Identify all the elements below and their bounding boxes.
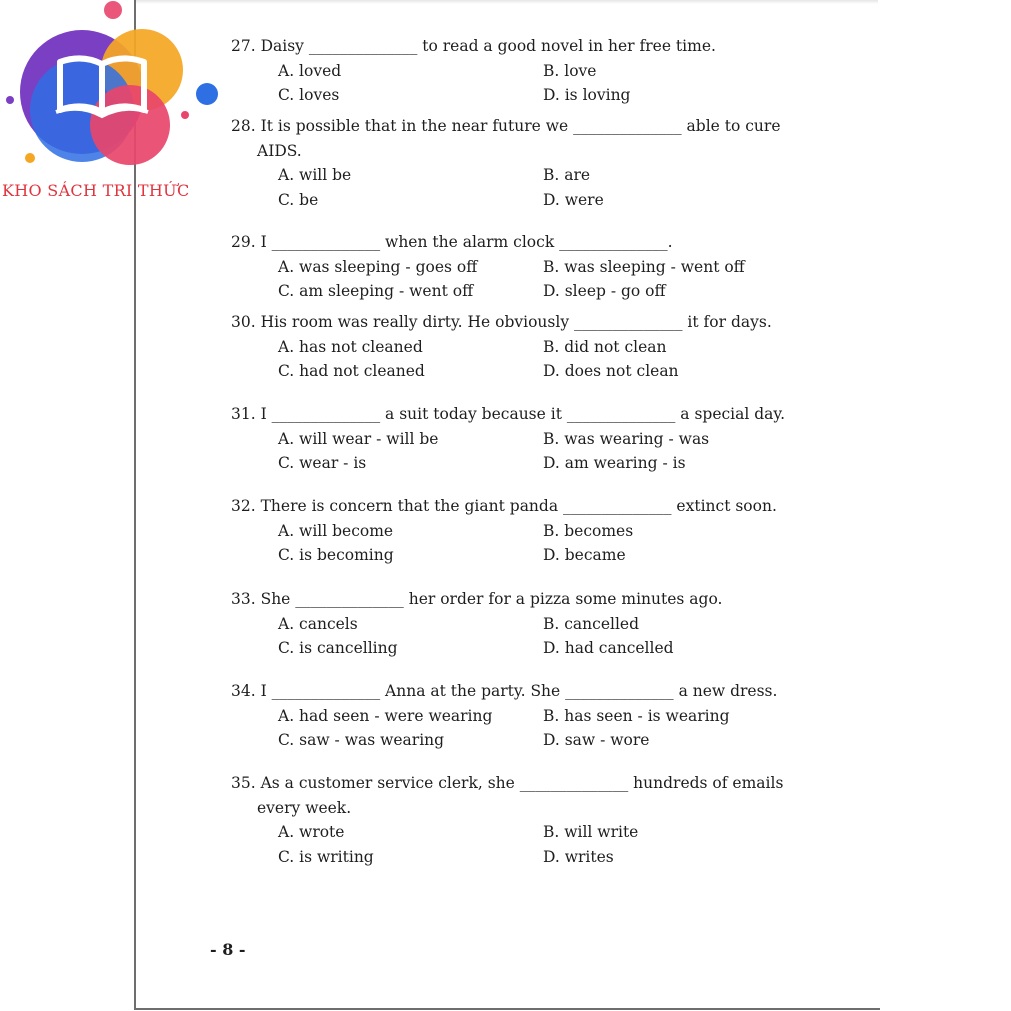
- option-b: B. will write: [543, 823, 639, 841]
- brand-logo: [0, 0, 230, 215]
- option-c: C. wear - is: [278, 454, 367, 472]
- options: [231, 163, 831, 212]
- option-b: B. did not clean: [543, 337, 667, 356]
- question-33: [231, 587, 831, 661]
- option-d: D. became: [543, 546, 626, 564]
- option-d: D. writes: [543, 847, 614, 866]
- option-b: B. becomes: [543, 521, 634, 540]
- option-c: C. saw - was wearing: [278, 731, 445, 749]
- question-29: [231, 230, 831, 304]
- options: [231, 427, 831, 476]
- option-d: D. am wearing - is: [543, 454, 686, 472]
- question-stem: 33. She ______________ her order for a pizza some minutes ago.: [231, 590, 723, 608]
- option-c: C. be: [278, 190, 319, 209]
- option-a: A. cancels: [278, 614, 358, 633]
- question-27: [231, 34, 831, 108]
- option-b: B. cancelled: [543, 614, 640, 633]
- question-stem: 35. As a customer service clerk, she ______________ hundreds of emails: [231, 774, 784, 792]
- option-c: C. is cancelling: [278, 639, 398, 657]
- question-stem: 29. I ______________ when the alarm clock ______________.: [231, 233, 673, 251]
- option-b: B. was wearing - was: [543, 429, 710, 448]
- option-c: C. had not cleaned: [278, 362, 425, 380]
- options: [231, 255, 831, 304]
- option-a: A. will wear - will be: [278, 429, 439, 448]
- question-28: [231, 114, 831, 212]
- options: [231, 59, 831, 108]
- page-number: - 8 -: [210, 940, 246, 959]
- options: [231, 704, 831, 753]
- option-d: D. sleep - go off: [543, 282, 666, 300]
- question-32: [231, 494, 831, 568]
- options: [231, 335, 831, 384]
- option-b: B. love: [543, 61, 597, 80]
- option-b: B. was sleeping - went off: [543, 257, 745, 276]
- option-b: B. has seen - is wearing: [543, 706, 730, 725]
- option-d: D. is loving: [543, 86, 631, 104]
- question-34: [231, 679, 831, 753]
- question-stem: 30. His room was really dirty. He obviously ______________ it for days.: [231, 313, 772, 331]
- question-30: [231, 310, 831, 384]
- question-stem: 28. It is possible that in the near future we ______________ able to cure: [231, 117, 781, 135]
- option-c: C. loves: [278, 86, 340, 104]
- option-a: A. had seen - were wearing: [278, 706, 493, 725]
- question-stem-continued: AIDS.: [257, 141, 302, 160]
- open-book-logo-icon: [0, 0, 230, 180]
- option-a: A. will be: [278, 166, 352, 184]
- options: [231, 820, 831, 869]
- options: [231, 612, 831, 661]
- question-31: [231, 402, 831, 476]
- option-c: C. am sleeping - went off: [278, 282, 474, 300]
- option-d: D. were: [543, 190, 604, 209]
- question-stem-continued: every week.: [257, 798, 352, 817]
- option-d: D. does not clean: [543, 362, 679, 380]
- option-a: A. was sleeping - goes off: [278, 257, 478, 276]
- question-stem: 31. I ______________ a suit today because it ______________ a special day.: [231, 405, 786, 423]
- option-c: C. is becoming: [278, 546, 394, 564]
- question-stem: 34. I ______________ Anna at the party. She ______________ a new dress.: [231, 682, 778, 700]
- brand-name: KHO SÁCH TRI THỨC: [2, 181, 190, 200]
- option-a: A. has not cleaned: [278, 337, 423, 356]
- option-d: D. saw - wore: [543, 731, 650, 749]
- options: [231, 519, 831, 568]
- option-a: A. loved: [278, 61, 342, 80]
- option-d: D. had cancelled: [543, 639, 674, 657]
- question-35: [231, 771, 831, 869]
- option-a: A. will become: [278, 521, 394, 540]
- question-stem: 32. There is concern that the giant panda ______________ extinct soon.: [231, 497, 777, 515]
- page-top-shadow: [136, 0, 878, 4]
- option-b: B. are: [543, 166, 591, 184]
- option-a: A. wrote: [278, 823, 345, 841]
- question-stem: 27. Daisy ______________ to read a good novel in her free time.: [231, 37, 716, 55]
- option-c: C. is writing: [278, 847, 374, 866]
